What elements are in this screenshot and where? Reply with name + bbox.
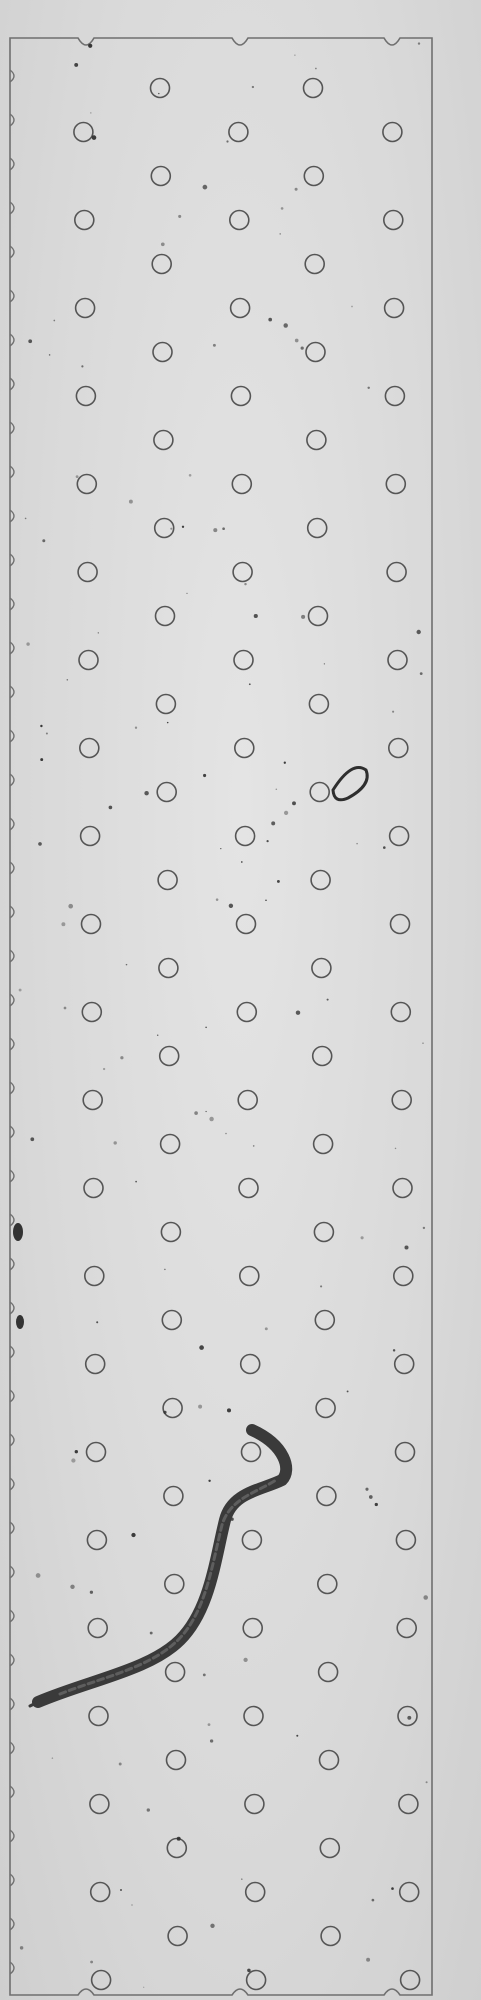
debris-speck <box>88 44 92 48</box>
debris-speck <box>213 344 216 347</box>
microfluidic-chamber <box>10 38 432 1995</box>
debris-speck <box>243 1658 247 1662</box>
micropillar <box>385 299 404 318</box>
debris-speck <box>423 1227 425 1229</box>
debris-speck <box>265 1327 268 1330</box>
micropillar <box>389 739 408 758</box>
micropillar <box>77 475 96 494</box>
debris-particles <box>19 42 428 1987</box>
debris-speck <box>198 1405 202 1409</box>
micropillar <box>92 1971 111 1990</box>
debris-speck <box>301 615 305 619</box>
debris-speck <box>295 339 299 343</box>
debris-speck <box>294 54 295 55</box>
micropillar <box>319 1663 338 1682</box>
micropillar <box>311 871 330 890</box>
debris-speck <box>150 1632 153 1635</box>
debris-speck <box>213 528 217 532</box>
micropillar <box>314 1223 333 1242</box>
micropillar <box>317 1487 336 1506</box>
micropillar <box>386 475 405 494</box>
micropillar <box>231 387 250 406</box>
debris-blob-right <box>333 768 367 800</box>
debris-speck <box>327 999 329 1001</box>
debris-speck <box>109 806 113 810</box>
debris-speck <box>28 339 32 343</box>
micropillar <box>243 1619 262 1638</box>
micropillar <box>166 1663 185 1682</box>
debris-speck <box>36 1573 41 1578</box>
debris-speck <box>266 840 268 842</box>
debris-speck <box>284 762 286 764</box>
debris-speck <box>422 1043 423 1044</box>
micropillar <box>401 1971 420 1990</box>
micropillar <box>395 1355 414 1374</box>
debris-speck <box>90 112 92 114</box>
micropillar <box>247 1971 266 1990</box>
debris-speck <box>70 1585 74 1589</box>
micropillar <box>305 255 324 274</box>
debris-speck <box>367 387 369 389</box>
debris-speck <box>417 630 421 634</box>
micropillar <box>384 211 403 230</box>
debris-speck <box>61 922 65 926</box>
debris-speck <box>277 880 280 883</box>
debris-speck <box>143 1987 144 1988</box>
micropillar <box>397 1619 416 1638</box>
debris-speck <box>38 842 42 846</box>
micropillar <box>232 475 251 494</box>
micropillar <box>85 1267 104 1286</box>
debris-speck <box>375 1503 378 1506</box>
debris-speck <box>418 42 420 44</box>
micropillar <box>313 1047 332 1066</box>
micropillar <box>309 695 328 714</box>
debris-speck <box>30 1137 34 1141</box>
micropillar <box>164 1487 183 1506</box>
debris-speck <box>392 711 394 713</box>
micropillar <box>306 343 325 362</box>
micropillar <box>237 915 256 934</box>
micropillar <box>154 431 173 450</box>
micropillar <box>308 519 327 538</box>
debris-speck <box>71 1458 75 1462</box>
micropillar <box>242 1531 261 1550</box>
micropillar <box>314 1135 333 1154</box>
debris-speck <box>365 1488 368 1491</box>
debris-speck <box>182 526 184 528</box>
micropillar <box>393 1179 412 1198</box>
debris-speck <box>351 306 353 308</box>
debris-speck <box>147 1808 150 1811</box>
micropillar <box>80 739 99 758</box>
debris-speck <box>372 1899 375 1902</box>
debris-speck <box>252 86 254 88</box>
debris-speck <box>253 1145 255 1147</box>
debris-speck <box>225 1133 227 1135</box>
micropillar <box>168 1927 187 1946</box>
debris-speck <box>163 1411 166 1414</box>
micropillar <box>309 607 328 626</box>
micropillar <box>316 1399 335 1418</box>
debris-speck <box>76 475 79 478</box>
debris-speck <box>46 732 48 734</box>
debris-speck <box>226 140 228 142</box>
debris-speck <box>131 1904 132 1905</box>
micropillar <box>310 783 329 802</box>
micropillar <box>312 959 331 978</box>
debris-speck <box>391 1887 394 1890</box>
debris-speck <box>301 346 304 349</box>
micropillar <box>245 1795 264 1814</box>
debris-speck <box>74 63 78 67</box>
debris-blob-left-1 <box>13 1223 23 1241</box>
micropillar <box>233 563 252 582</box>
micropillar <box>83 1091 102 1110</box>
micropillar <box>229 123 248 142</box>
debris-speck <box>120 1889 122 1891</box>
debris-speck <box>276 789 278 791</box>
debris-speck <box>324 663 325 664</box>
debris-speck <box>161 242 165 246</box>
micropillar <box>320 1839 339 1858</box>
micropillar <box>304 167 323 186</box>
micropillar <box>237 1003 256 1022</box>
micropillar <box>246 1883 265 1902</box>
debris-speck <box>75 1450 78 1453</box>
micropillar <box>156 695 175 714</box>
debris-speck <box>209 1117 213 1121</box>
debris-speck <box>177 1837 181 1841</box>
debris-speck <box>203 774 206 777</box>
micropillar <box>74 123 93 142</box>
debris-speck <box>64 1007 67 1010</box>
debris-speck <box>96 1321 98 1323</box>
micropillar <box>320 1751 339 1770</box>
debris-speck <box>186 593 187 594</box>
debris-speck <box>315 68 317 70</box>
micropillar <box>157 783 176 802</box>
micropillar <box>388 651 407 670</box>
micropillar-array <box>74 79 420 1990</box>
debris-speck <box>203 185 208 190</box>
debris-speck <box>208 1480 210 1482</box>
debris-speck <box>366 1958 370 1962</box>
worm-body <box>38 1430 286 1702</box>
debris-speck <box>284 811 288 815</box>
debris-speck <box>281 207 284 210</box>
micropillar <box>385 387 404 406</box>
debris-speck <box>210 1739 213 1742</box>
micropillar <box>238 1091 257 1110</box>
micropillar <box>86 1355 105 1374</box>
micropillar <box>88 1619 107 1638</box>
debris-speck <box>383 846 386 849</box>
debris-speck <box>222 527 225 530</box>
micropillar <box>87 1531 106 1550</box>
micropillar <box>240 1267 259 1286</box>
debris-speck <box>170 528 172 530</box>
micropillar <box>89 1707 108 1726</box>
debris-speck <box>426 1781 428 1783</box>
debris-speck <box>90 1591 93 1594</box>
debris-speck <box>98 632 99 633</box>
debris-speck <box>244 583 246 585</box>
debris-speck <box>254 614 258 618</box>
micropillar <box>163 1399 182 1418</box>
micropillar <box>398 1707 417 1726</box>
debris-speck <box>90 1961 93 1964</box>
micropillar <box>160 1047 179 1066</box>
debris-speck <box>189 474 192 477</box>
micropillar <box>391 1003 410 1022</box>
debris-speck <box>53 320 55 322</box>
micropillar <box>396 1531 415 1550</box>
debris-speck <box>220 848 221 849</box>
micropillar <box>76 299 95 318</box>
debris-speck <box>40 758 43 761</box>
micropillar <box>84 1179 103 1198</box>
debris-speck <box>68 904 73 909</box>
debris-speck <box>407 1716 411 1720</box>
micropillar <box>394 1267 413 1286</box>
debris-speck <box>320 1285 322 1287</box>
micropillar <box>399 1795 418 1814</box>
debris-speck <box>178 215 181 218</box>
micropillar <box>242 1443 261 1462</box>
debris-speck <box>208 1723 211 1726</box>
micropillar <box>321 1927 340 1946</box>
micropillar <box>153 343 172 362</box>
micropillar <box>387 563 406 582</box>
debris-speck <box>420 672 423 675</box>
micropillar <box>158 871 177 890</box>
debris-speck <box>404 1245 408 1249</box>
debris-speck <box>283 323 287 327</box>
debris-speck <box>52 1757 54 1759</box>
debris-speck <box>129 500 133 504</box>
micropillar <box>230 211 249 230</box>
debris-speck <box>167 722 168 723</box>
debris-speck <box>203 1673 206 1676</box>
micropillar <box>91 1883 110 1902</box>
micropillar <box>151 167 170 186</box>
micropillar <box>235 739 254 758</box>
debris-speck <box>19 989 22 992</box>
micropillar <box>87 1443 106 1462</box>
micropillar <box>234 651 253 670</box>
micropillar <box>82 1003 101 1022</box>
debris-speck <box>114 1141 117 1144</box>
debris-speck <box>296 1010 300 1014</box>
debris-speck <box>241 861 243 863</box>
micropillar <box>156 607 175 626</box>
debris-speck <box>119 1763 122 1766</box>
debris-speck <box>126 964 128 966</box>
micropillar <box>167 1839 186 1858</box>
debris-speck <box>265 899 267 901</box>
debris-speck <box>216 898 219 901</box>
debris-speck <box>144 791 148 795</box>
micropillar <box>161 1223 180 1242</box>
debris-speck <box>92 135 97 140</box>
micropillar <box>307 431 326 450</box>
worm-gut <box>60 1480 276 1694</box>
debris-speck <box>103 1068 105 1070</box>
debris-speck <box>158 93 159 94</box>
debris-speck <box>67 679 69 681</box>
micropillar <box>159 959 178 978</box>
micropillar <box>78 563 97 582</box>
micropillar <box>81 827 100 846</box>
debris-speck <box>210 1924 214 1928</box>
micropillar <box>396 1443 415 1462</box>
debris-speck <box>356 843 358 845</box>
debris-speck <box>25 518 27 520</box>
micropillar <box>165 1575 184 1594</box>
micropillar <box>318 1575 337 1594</box>
debris-speck <box>199 1345 204 1350</box>
debris-speck <box>369 1495 373 1499</box>
debris-speck <box>49 354 51 356</box>
debris-speck <box>194 1111 198 1115</box>
debris-speck <box>279 233 281 235</box>
debris-speck <box>205 1111 206 1112</box>
debris-speck <box>361 1236 364 1239</box>
debris-speck <box>247 1969 250 1972</box>
debris-speck <box>26 642 29 645</box>
debris-speck <box>157 1034 158 1035</box>
debris-speck <box>295 188 298 191</box>
micropillar <box>392 1091 411 1110</box>
debris-speck <box>229 904 233 908</box>
debris-speck <box>227 1408 231 1412</box>
micropillar <box>161 1135 180 1154</box>
micropillar <box>82 915 101 934</box>
debris-speck <box>423 1595 428 1600</box>
debris-speck <box>292 801 296 805</box>
debris-speck <box>81 365 83 367</box>
debris-speck <box>40 725 42 727</box>
debris-speck <box>164 1269 166 1271</box>
micropillar <box>90 1795 109 1814</box>
micropillar <box>391 915 410 934</box>
debris-speck <box>296 1735 298 1737</box>
debris-speck <box>395 1148 397 1150</box>
micropillar <box>239 1179 258 1198</box>
micropillar <box>383 123 402 142</box>
debris-blob-left-2 <box>16 1315 24 1329</box>
micropillar <box>231 299 250 318</box>
micropillar <box>79 651 98 670</box>
micropillar <box>244 1707 263 1726</box>
debris-speck <box>131 1533 135 1537</box>
debris-speck <box>135 727 137 729</box>
debris-speck <box>393 1349 395 1351</box>
micropillar <box>236 827 255 846</box>
nematode-worm <box>30 1430 286 1706</box>
micropillar <box>76 387 95 406</box>
micropillar <box>315 1311 334 1330</box>
micropillar <box>241 1355 260 1374</box>
debris-speck <box>271 821 275 825</box>
micropillar <box>75 211 94 230</box>
micropillar <box>151 79 170 98</box>
debris-speck <box>42 539 45 542</box>
micropillar <box>162 1311 181 1330</box>
micropillar <box>400 1883 419 1902</box>
micropillar <box>167 1751 186 1770</box>
debris-speck <box>268 318 272 322</box>
debris-speck <box>347 1390 349 1392</box>
micropillar <box>304 79 323 98</box>
debris-speck <box>135 1181 137 1183</box>
debris-speck <box>249 683 251 685</box>
micropillar <box>152 255 171 274</box>
debris-speck <box>20 1946 23 1949</box>
debris-speck <box>241 1878 243 1880</box>
debris-speck <box>120 1056 123 1059</box>
micropillar <box>390 827 409 846</box>
debris-speck <box>205 1027 206 1028</box>
